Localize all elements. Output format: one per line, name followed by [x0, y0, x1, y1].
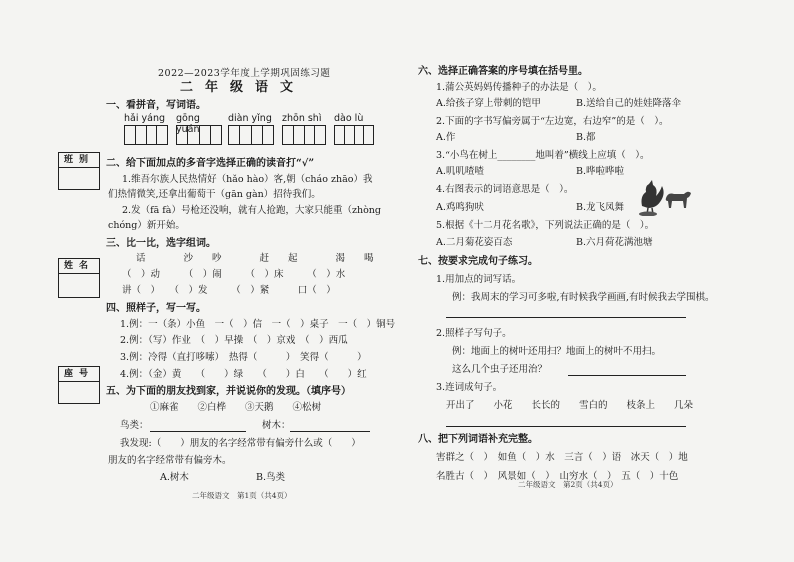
q1-heading: 一、看拼音，写词语。	[106, 100, 206, 111]
q6-5-option-a: A.二月菊花姿百态	[436, 237, 513, 248]
class-box[interactable]	[58, 152, 100, 190]
rooster-dog-image	[636, 176, 694, 216]
footer-left: 二年级语文 第1页（共4页）	[192, 491, 292, 500]
q2-line-4: chóng）新开始。	[108, 220, 185, 231]
q6-4-option-b: B.龙飞凤舞	[576, 202, 625, 213]
q6-3-option-b: B.哗啦哗啦	[576, 166, 625, 177]
q7-sub-3: 3.连词成句子。	[436, 382, 503, 393]
q7-question-2: 这么几个虫子还用治？	[452, 364, 548, 375]
q6-1-option-a: A.给孩子穿上带刺的铠甲	[436, 98, 541, 109]
q7-sub-1: 1.用加点的词写话。	[436, 274, 522, 285]
q6-2-option-a: A.作	[436, 132, 456, 143]
q2-line-2: 们热情微笑,还拿出葡萄干（gān gàn）招待我们。	[108, 189, 321, 200]
q7-sub-2: 2.照样子写句子。	[436, 328, 512, 339]
pinyin-4: zhōn shì	[282, 113, 322, 124]
class-label: 班别	[59, 153, 99, 168]
q7-answer-line-3[interactable]	[446, 426, 686, 427]
tree-label: 树木：	[262, 420, 291, 431]
q5-option-a: A.树木	[160, 472, 189, 483]
q7-example-2: 例：地面上的树叶还用扫？地面上的树叶不用扫。	[452, 346, 662, 357]
bird-answer-line[interactable]	[150, 431, 246, 432]
q3-line-2[interactable]: 讲（ ） （ ）发 （ ）紧 口（ ）	[122, 285, 336, 296]
q5-option-b: B.鸟类	[256, 472, 286, 483]
q3-chars: 话 沙 吵 赶 起 渴 喝	[136, 253, 374, 264]
q6-line-3[interactable]: 3.“小鸟在树上________地叫着”横线上应填（ ）。	[436, 150, 650, 161]
q7-example-1: 例：我周末的学习可多啦,有时候我学画画,有时候我去学围棋。	[452, 292, 715, 303]
q5-discovery-2: 朋友的名字经常带有偏旁木。	[108, 455, 232, 466]
name-label: 姓名	[59, 259, 99, 274]
pinyin-1: hǎi yáng	[124, 113, 165, 124]
q4-line-2[interactable]: 2.例：（写）作业 （ ）早操 （ ）京戏 （ ）西瓜	[120, 335, 348, 346]
q8-line-1[interactable]: 害群之（ ） 如鱼（ ）水 三言（ ）语 冰天（ ）地	[436, 452, 688, 463]
q4-heading: 四、照样子，写一写。	[106, 303, 206, 314]
q7-words: 开出了 小花 长长的 雪白的 枝条上 几朵	[446, 400, 694, 411]
q6-line-5[interactable]: 5.根据《十二月花名歌》，下列说法正确的是（ ）。	[436, 220, 655, 231]
exam-title: 2022—2023学年度上学期巩固练习题	[158, 68, 331, 79]
q7-answer-line-1[interactable]	[446, 317, 686, 318]
q6-4-option-a: A.鸡鸣狗吠	[436, 202, 484, 213]
pinyin-2: gōng yuán	[176, 113, 200, 135]
q6-line-2[interactable]: 2.下面的字书写偏旁属于“左边宽，右边窄”的是（ ）。	[436, 116, 669, 127]
subject-title: 二年级语文	[180, 80, 306, 95]
q6-line-4[interactable]: 4.右图表示的词语意思是（ ）。	[436, 184, 574, 195]
q7-heading: 七、按要求完成句子练习。	[418, 256, 538, 267]
q6-heading: 六、选择正确答案的序号填在括号里。	[418, 66, 588, 77]
seat-box[interactable]	[58, 366, 100, 404]
seat-label: 座号	[59, 367, 99, 382]
q6-1-option-b: B.送给自己的娃娃降落伞	[576, 98, 682, 109]
q5-options: ①麻雀 ②白桦 ③天鹅 ④松树	[150, 402, 322, 413]
tree-answer-line[interactable]	[290, 431, 370, 432]
q7-answer-line-2[interactable]	[568, 375, 686, 376]
q6-line-1[interactable]: 1.蒲公英妈妈传播种子的办法是（ ）。	[436, 82, 602, 93]
q5-heading: 五、为下面的朋友找到家，并说说你的发现。（填序号）	[106, 386, 351, 397]
bird-label: 鸟类：	[120, 420, 149, 431]
footer-right: 二年级语文 第2页（共4页）	[518, 480, 618, 489]
q8-line-2[interactable]: 名胜古（ ） 风景如（ ） 山穷水（ ） 五（ ）十色	[436, 471, 679, 482]
q4-line-1[interactable]: 1.例：一（条）小鱼 一（ ）信 一（ ）桌子 一（ ）铜号	[120, 319, 396, 330]
q6-3-option-a: A.叽叽喳喳	[436, 166, 484, 177]
q2-line-3: 2.发（fā fà）号枪还没响，就有人抢跑，大家只能重（zhòng	[122, 205, 381, 216]
q4-line-4[interactable]: 4.例：（金）黄 （ ）绿 （ ）白 （ ）红	[120, 369, 367, 380]
q5-discovery-1[interactable]: 我发现:（ ）朋友的名字经常带有偏旁什么或（ ）	[120, 438, 361, 449]
q2-line-1: 1.维吾尔族人民热情好（hǎo hào）客,朝（cháo zhāo）我	[122, 174, 373, 185]
q2-heading: 二、给下面加点的多音字选择正确的读音打“√”	[106, 158, 315, 169]
q8-heading: 八、把下列词语补充完整。	[418, 434, 538, 445]
name-box[interactable]	[58, 258, 100, 298]
q4-line-3[interactable]: 3.例：冷得（直打哆嗦） 热得（ ） 笑得（ ）	[120, 352, 367, 363]
q6-5-option-b: B.六月荷花满池塘	[576, 237, 653, 248]
q3-line-1[interactable]: （ ）动 （ ）闹 （ ）床 （ ）水	[122, 269, 346, 280]
q3-heading: 三、比一比，选字组词。	[106, 238, 216, 249]
pinyin-5: dào lù	[334, 113, 364, 124]
pinyin-3: diàn yǐng	[228, 113, 272, 124]
q6-2-option-b: B.都	[576, 132, 596, 143]
